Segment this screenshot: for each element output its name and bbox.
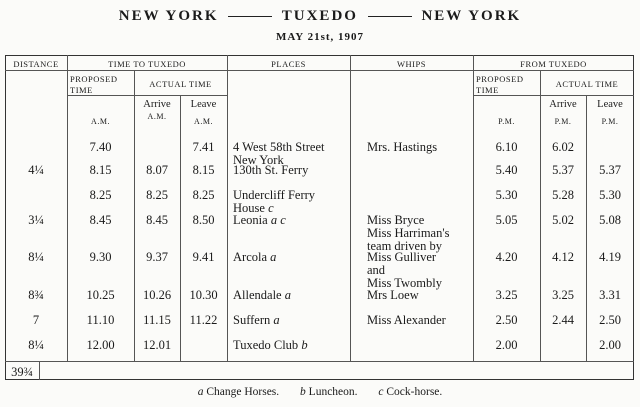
place-cell xyxy=(233,289,350,302)
unit-pm: P.M. xyxy=(601,117,619,126)
return-leave-time-cell: 2.00 xyxy=(599,338,621,352)
distance-cell: 8¼ xyxy=(28,338,44,352)
place-footnote-mark: a xyxy=(273,313,280,327)
date-line: MAY 21st, 1907 xyxy=(275,31,365,43)
arrive-time-cell: 8.25 xyxy=(146,188,168,202)
title-dash xyxy=(228,16,272,17)
page-title xyxy=(0,8,640,25)
return-arrive-time-cell: 5.37 xyxy=(552,163,574,177)
unit-am: A.M. xyxy=(147,112,167,121)
legend-item: a Change Horses. xyxy=(197,386,280,398)
header-whips: WHIPS xyxy=(397,59,426,69)
return-leave-time-cell: 4.19 xyxy=(599,250,621,264)
title-destination: TUXEDO xyxy=(281,8,358,24)
whip-cell: Mrs Loew xyxy=(367,288,419,302)
leave-time-cell: 8.50 xyxy=(192,213,215,227)
whip-cell: Miss Gulliver and Miss Twombly xyxy=(367,250,442,290)
return-proposed-time-cell: 2.00 xyxy=(495,338,518,352)
return-leave-time-cell: 5.08 xyxy=(599,213,621,227)
legend-item: c Cock-horse. xyxy=(378,386,443,398)
return-proposed-time-cell: 5.05 xyxy=(495,213,518,227)
place-footnote-mark: b xyxy=(301,338,308,352)
return-proposed-time-cell: 2.50 xyxy=(495,313,518,327)
unit-am: A.M. xyxy=(91,117,110,126)
place-name: Leonia xyxy=(233,213,268,227)
return-proposed-time-cell: 3.25 xyxy=(495,288,518,302)
leave-time-cell: 7.41 xyxy=(192,140,215,154)
unit-am: A.M. xyxy=(194,117,213,126)
footer-rule xyxy=(5,361,634,362)
place-name: Arcola xyxy=(233,250,268,264)
leave-time-cell: 9.41 xyxy=(192,250,215,264)
header-rule xyxy=(5,70,634,71)
place-cell xyxy=(233,251,350,264)
distance-cell: 8¾ xyxy=(28,288,44,302)
place-cell xyxy=(233,189,350,215)
whip-cell: Miss Bryce Miss Harriman's team driven by xyxy=(367,213,450,253)
return-leave-time-cell: 5.30 xyxy=(599,188,621,202)
place-name: Undercliff Ferry House xyxy=(233,188,316,215)
distance-cell: 4¼ xyxy=(28,163,44,177)
header-places: PLACES xyxy=(271,59,306,69)
return-arrive-time-cell: 2.44 xyxy=(552,313,574,327)
distance-cell: 7 xyxy=(32,313,40,327)
header-arrive: Arrive xyxy=(143,99,171,110)
whip-cell: Miss Alexander xyxy=(367,313,446,327)
title-return: NEW YORK xyxy=(421,8,522,24)
header-arrive-return: Arrive xyxy=(549,99,577,110)
proposed-time-cell: 11.10 xyxy=(86,313,115,327)
place-footnote-mark: a xyxy=(270,250,277,264)
header-distance: DISTANCE xyxy=(13,59,59,69)
place-name: 130th St. Ferry xyxy=(233,163,309,177)
header-leave: Leave xyxy=(190,99,217,110)
proposed-time-cell: 7.40 xyxy=(89,140,112,154)
distance-cell: 8¼ xyxy=(28,250,44,264)
return-leave-time-cell: 2.50 xyxy=(599,313,621,327)
leave-time-cell: 11.22 xyxy=(189,313,218,327)
header-actual-time: ACTUAL TIME xyxy=(149,79,212,89)
return-arrive-time-cell: 5.28 xyxy=(552,188,574,202)
column-divider xyxy=(227,55,228,361)
arrive-time-cell: 12.01 xyxy=(142,338,172,352)
arrive-time-cell: 8.45 xyxy=(146,213,168,227)
arrive-time-cell: 11.15 xyxy=(143,313,171,327)
header-proposed-time: PROPOSED TIME xyxy=(70,74,118,95)
total-distance: 39¾ xyxy=(11,365,33,379)
place-name: 4 West 58th Street New York xyxy=(233,140,325,167)
header-leave-return: Leave xyxy=(597,99,623,110)
legend-item: b Luncheon. xyxy=(300,386,358,398)
proposed-time-cell: 8.25 xyxy=(89,188,112,202)
arrive-time-cell: 10.26 xyxy=(142,288,172,302)
place-footnote-mark: a c xyxy=(270,213,286,227)
place-cell xyxy=(233,339,350,352)
place-footnote-mark: c xyxy=(268,201,274,215)
legend xyxy=(0,386,640,398)
return-leave-time-cell: 3.31 xyxy=(599,288,621,302)
whip-cell: Mrs. Hastings xyxy=(367,140,438,154)
proposed-time-cell: 10.25 xyxy=(86,288,115,302)
arrive-time-cell: 8.07 xyxy=(146,163,168,177)
column-divider xyxy=(350,55,351,361)
leave-time-cell: 10.30 xyxy=(189,288,218,302)
title-origin: NEW YORK xyxy=(118,8,219,24)
unit-pm: P.M. xyxy=(498,117,515,126)
place-name: Tuxedo Club xyxy=(233,338,299,352)
return-arrive-time-cell: 4.12 xyxy=(552,250,574,264)
proposed-time-cell: 9.30 xyxy=(89,250,112,264)
place-name: Suffern xyxy=(233,313,271,327)
header-time-to-tuxedo: TIME TO TUXEDO xyxy=(108,59,186,69)
place-name: Allendale xyxy=(233,288,282,302)
place-cell xyxy=(233,164,350,177)
return-leave-time-cell: 5.37 xyxy=(599,163,621,177)
return-proposed-time-cell: 5.30 xyxy=(495,188,518,202)
place-cell xyxy=(233,314,350,327)
header-from-tuxedo: FROM TUXEDO xyxy=(520,59,587,69)
return-arrive-time-cell: 5.02 xyxy=(552,213,574,227)
return-proposed-time-cell: 4.20 xyxy=(495,250,518,264)
header-actual-time-return: ACTUAL TIME xyxy=(555,79,619,89)
return-proposed-time-cell: 5.40 xyxy=(495,163,518,177)
leave-time-cell: 8.15 xyxy=(192,163,215,177)
return-arrive-time-cell: 6.02 xyxy=(552,140,574,154)
title-dash xyxy=(368,16,412,17)
proposed-time-cell: 8.15 xyxy=(89,163,112,177)
proposed-time-cell: 12.00 xyxy=(86,338,115,352)
return-proposed-time-cell: 6.10 xyxy=(495,140,518,154)
arrive-time-cell: 9.37 xyxy=(146,250,168,264)
proposed-time-cell: 8.45 xyxy=(89,213,112,227)
unit-pm: P.M. xyxy=(554,117,572,126)
return-arrive-time-cell: 3.25 xyxy=(552,288,574,302)
place-cell xyxy=(233,214,350,227)
distance-cell: 3¼ xyxy=(28,213,44,227)
leave-time-cell: 8.25 xyxy=(192,188,215,202)
header-proposed-time-return: PROPOSED TIME xyxy=(476,74,524,95)
place-footnote-mark: a xyxy=(284,288,291,302)
